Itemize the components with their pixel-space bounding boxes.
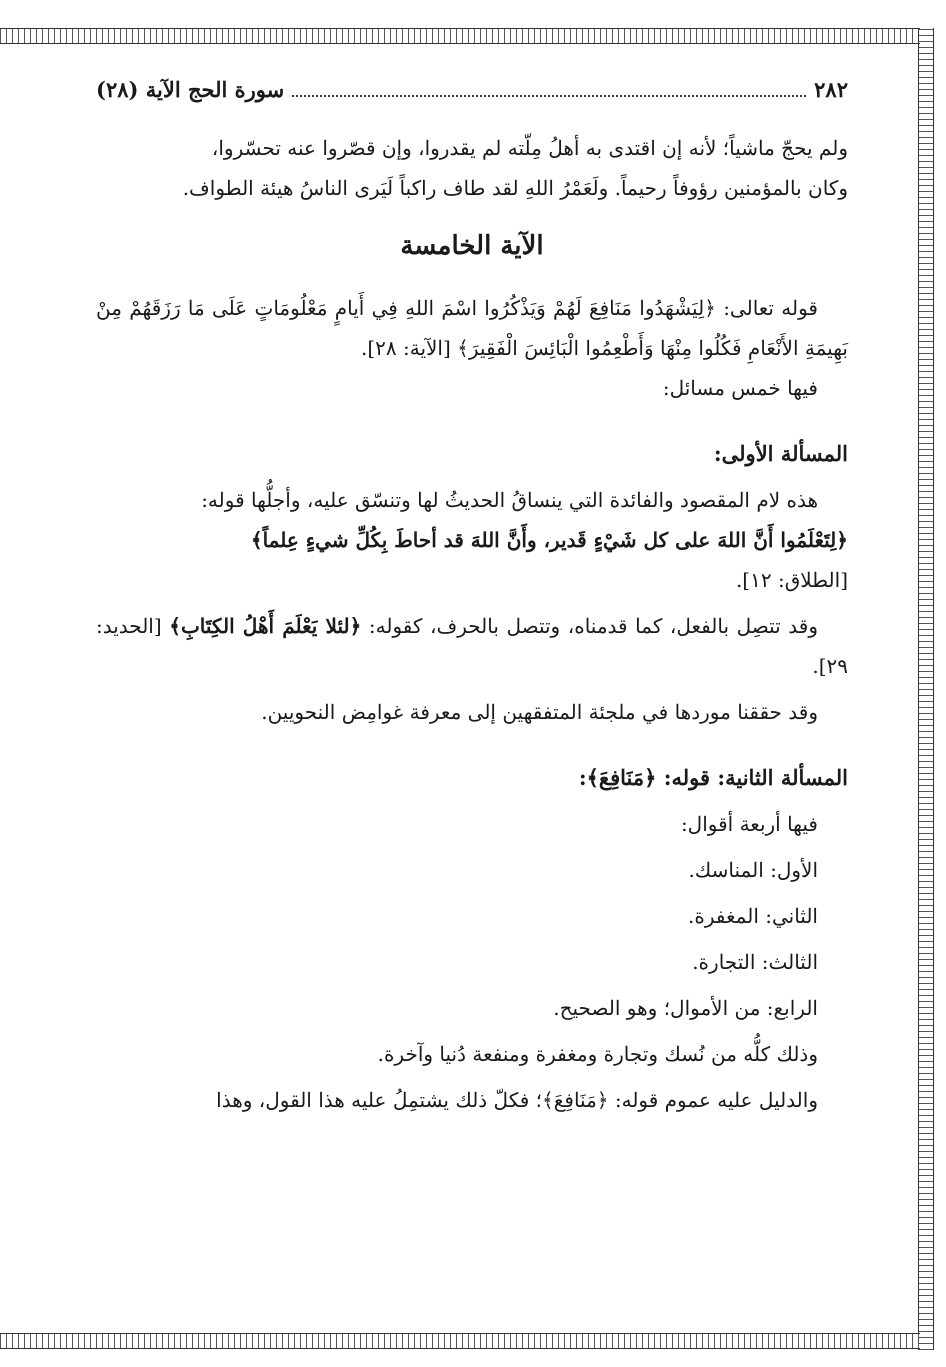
issue-2-intro: فيها أربعة أقوال: (680, 812, 818, 836)
page-number: ٢٨٢ (814, 77, 848, 102)
verse-paragraph (96, 288, 848, 368)
page-border-right (918, 28, 934, 1350)
book-page (96, 70, 848, 1120)
header-leader-dots (292, 81, 806, 97)
issues-intro: فيها خمس مسائل: (662, 376, 818, 400)
issue-1-reference-1: [الطلاق: ١٢]. (735, 568, 848, 592)
verse-text: ﴿لِيَشْهَدُوا مَنَافِعَ لَهُمْ وَيَذْكُرُوا اسْمَ اللهِ فِي أَيامٍ مَعْلُومَاتٍ عَلَى مَا رَزَقَهُمْ مِنْ بَهِيمَةِ الأَنْعَامِ فَكُلُوا مِنْهَا وَأَطْعِمُوا الْبَائِسَ الْفَقِيرَ﴾ (96, 296, 848, 360)
issue-1-paragraph-3: وقد حققنا موردها في ملجئة المتفقهين إلى معرفة غوامِض النحويين. (261, 700, 818, 724)
section-title: الآية الخامسة (400, 231, 544, 261)
verse-lead: قوله تعالى: (723, 296, 818, 320)
verse-reference: [الآية: ٢٨]. (360, 336, 451, 360)
list-item: الأول: المناسك. (688, 858, 818, 882)
issue-1-quote-2: ﴿لئلا يَعْلَمَ أَهْلُ الكِتَابِ﴾ (169, 614, 362, 638)
page-border-bottom (0, 1333, 920, 1349)
list-item: الرابع: من الأموال؛ وهو الصحيح. (553, 996, 818, 1020)
issue-1-paragraph-1: هذه لام المقصود والفائدة التي ينساقُ الحديثُ لها وتنسّق عليه، وأجلُّها قوله: (201, 488, 818, 512)
issue-1-quote-1: ﴿لِتَعْلَمُوا أَنَّ اللهَ على كل شَيْءٍ قَدير، وأَنَّ اللهَ قد أحاطَ بِكُلِّ شيءٍ عِلماً﴾ (250, 528, 848, 552)
issue-2-title: المسألة الثانية: قوله: ﴿مَنَافِعَ﴾: (578, 765, 848, 790)
issue-1-paragraph-2 (96, 606, 848, 686)
list-item: الثالث: التجارة. (692, 950, 818, 974)
list-item: الثاني: المغفرة. (688, 904, 818, 928)
running-title: سورة الحج الآية (٢٨) (96, 77, 285, 102)
intro-line-1: ولم يحجّ ماشياً؛ لأنه إن اقتدى به أهلُ مِلّته لم يقدروا، وإن قصّروا عنه تحسّروا، (211, 136, 848, 160)
issue-2-evidence: والدليل عليه عموم قوله: ﴿مَنَافِعَ﴾؛ فكلّ ذلك يشتمِلُ عليه هذا القول، وهذا (216, 1088, 818, 1112)
page-border-top (0, 28, 920, 44)
intro-line-2: وكان بالمؤمنين رؤوفاً رحيماً. ولَعَمْرُ اللهِ لقد طاف راكباً لَيَرى الناسُ هيئة الطواف. (182, 176, 848, 200)
issue-2-summary: وذلك كلُّه من نُسك وتجارة ومغفرة ومنفعة دُنيا وآخرة. (377, 1042, 818, 1066)
issue-1-paragraph-2-lead: وقد تتصِل بالفعل، كما قدمناه، وتتصل بالحرف، كقوله: (368, 614, 819, 638)
running-header (96, 70, 848, 118)
issue-1-reference-2: [الحديد: ٢٩]. (96, 614, 848, 678)
issue-1-title: المسألة الأولى: (713, 441, 848, 466)
